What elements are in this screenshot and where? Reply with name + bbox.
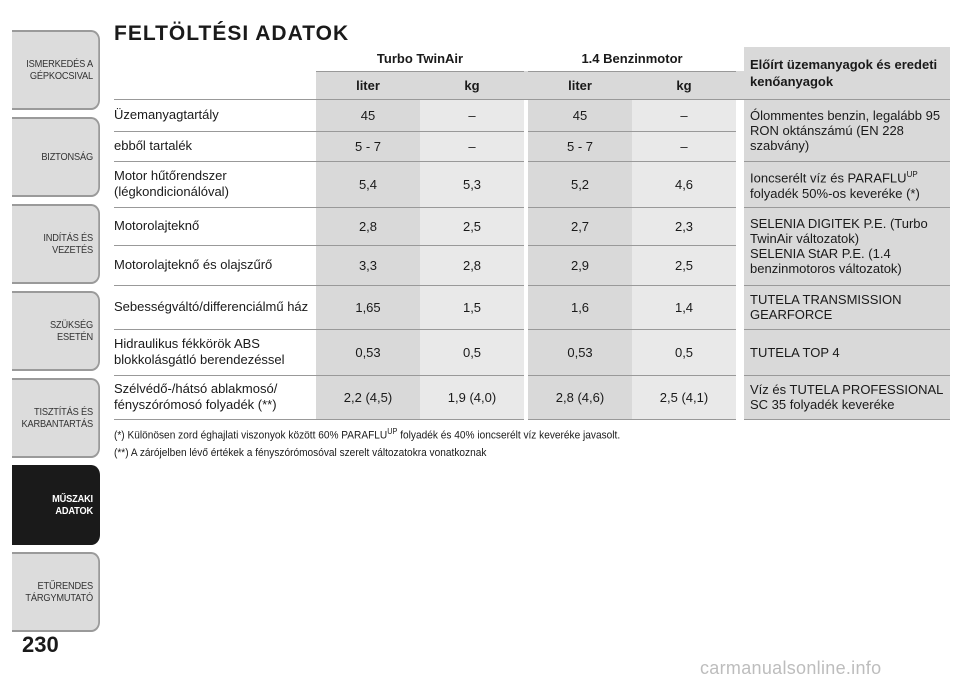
cell-value: 3,3 [316,245,420,285]
table-row [114,375,950,419]
table-row [114,285,950,329]
fluid-engine-oil: SELENIA DIGITEK P.E. (Turbo TwinAir változatok) SELENIA StAR P.E. (1.4 benzinmotoros változatok) [744,207,950,285]
footnotes [114,423,944,462]
cell-value: 1,65 [316,285,420,329]
tab-getting-to-know[interactable]: ISMERKEDÉS A GÉPKOCSIVAL [12,30,100,110]
cell-value: 2,9 [528,245,632,285]
tab-index[interactable]: ETŰRENDES TÁRGYMUTATÓ [12,552,100,632]
cell-value: 4,6 [632,161,736,207]
cell-value: 1,5 [420,285,524,329]
tab-safety[interactable]: BIZTONSÁG [12,117,100,197]
cell-value: 2,5 [420,207,524,245]
fluid-gearbox: TUTELA TRANSMISSION GEARFORCE [744,285,950,329]
cell-value: 2,3 [632,207,736,245]
unit-header-liter: liter [316,71,420,99]
cell-value: – [420,99,524,131]
fluid-brake: TUTELA TOP 4 [744,329,950,375]
page-title: FELTÖLTÉSI ADATOK [114,22,350,45]
page-number: 230 [22,632,59,657]
cell-value: 0,53 [528,329,632,375]
cell-value: 1,9 (4,0) [420,375,524,419]
unit-header-kg: kg [420,71,524,99]
cell-value: 5 - 7 [316,131,420,161]
cell-value: 1,4 [632,285,736,329]
chapter-sidebar [0,0,100,640]
engine-header-turbo-twinair: Turbo TwinAir [316,47,524,71]
cell-value: 5,3 [420,161,524,207]
cell-value: 45 [316,99,420,131]
cell-value: – [632,131,736,161]
row-label: Motor hűtőrendszer (légkondicionálóval) [114,161,316,207]
cell-value: 5,4 [316,161,420,207]
tab-emergency[interactable]: SZÜKSÉG ESETÉN [12,291,100,371]
watermark: carmanualsonline.info [700,658,882,678]
row-label: Motorolajteknő [114,207,316,245]
row-label: Sebességváltó/differenciálmű ház [114,285,316,329]
engine-header-14-petrol: 1.4 Benzinmotor [528,47,736,71]
cell-value: – [632,99,736,131]
unit-header-liter: liter [528,71,632,99]
tab-starting-driving[interactable]: INDÍTÁS ÉS VEZETÉS [12,204,100,284]
cell-value: 2,5 [632,245,736,285]
fluids-header: Előírt üzemanyagok és eredeti kenőanyagok [744,47,950,99]
row-label: Üzemanyagtartály [114,99,316,131]
row-label: Hidraulikus fékkörök ABS blokkolásgátló berendezéssel [114,329,316,375]
fluid-coolant: Ioncserélt víz és $PARAFLU^{UP}$ folyadék 50%-os keveréke (*) [744,161,950,207]
unit-header-kg: kg [632,71,736,99]
table-row [114,207,950,245]
fluid-fuel: Ólommentes benzin, legalább 95 RON oktánszámú (EN 228 szabvány) [744,99,950,161]
footnote-2: (**) A zárójelben lévő értékek a fényszórómosóval szerelt változatokra vonatkoznak [114,446,487,459]
cell-value: 5,2 [528,161,632,207]
table-row [114,161,950,207]
cell-value: 2,8 [420,245,524,285]
cell-value: 1,6 [528,285,632,329]
cell-value: 0,53 [316,329,420,375]
tab-technical-data[interactable]: MŰSZAKI ADATOK [12,465,100,545]
engine-header-row [114,47,950,71]
cell-value: 45 [528,99,632,131]
row-label: ebből tartalék [114,131,316,161]
cell-value: 2,7 [528,207,632,245]
cell-value: 0,5 [632,329,736,375]
tab-maintenance[interactable]: TISZTÍTÁS ÉS KARBANTARTÁS [12,378,100,458]
footnote-1: (*) Különösen zord éghajlati viszonyok között 60% $PARAFLU^{UP}$ folyadék és 40% ioncserélt víz keveréke javasolt. [114,427,621,442]
cell-value: 0,5 [420,329,524,375]
cell-value: 2,5 (4,1) [632,375,736,419]
row-label: Szélvédő-/hátsó ablakmosó/ fényszórómosó folyadék (**) [114,375,316,419]
table-row [114,99,950,131]
table-row [114,329,950,375]
cell-value: 2,2 (4,5) [316,375,420,419]
cell-value: – [420,131,524,161]
fluid-washer: Víz és TUTELA PROFESSIONAL SC 35 folyadék keveréke [744,375,950,419]
row-label: Motorolajteknő és olajszűrő [114,245,316,285]
cell-value: 2,8 (4,6) [528,375,632,419]
fluids-capacity-table [114,47,950,420]
cell-value: 2,8 [316,207,420,245]
cell-value: 5 - 7 [528,131,632,161]
